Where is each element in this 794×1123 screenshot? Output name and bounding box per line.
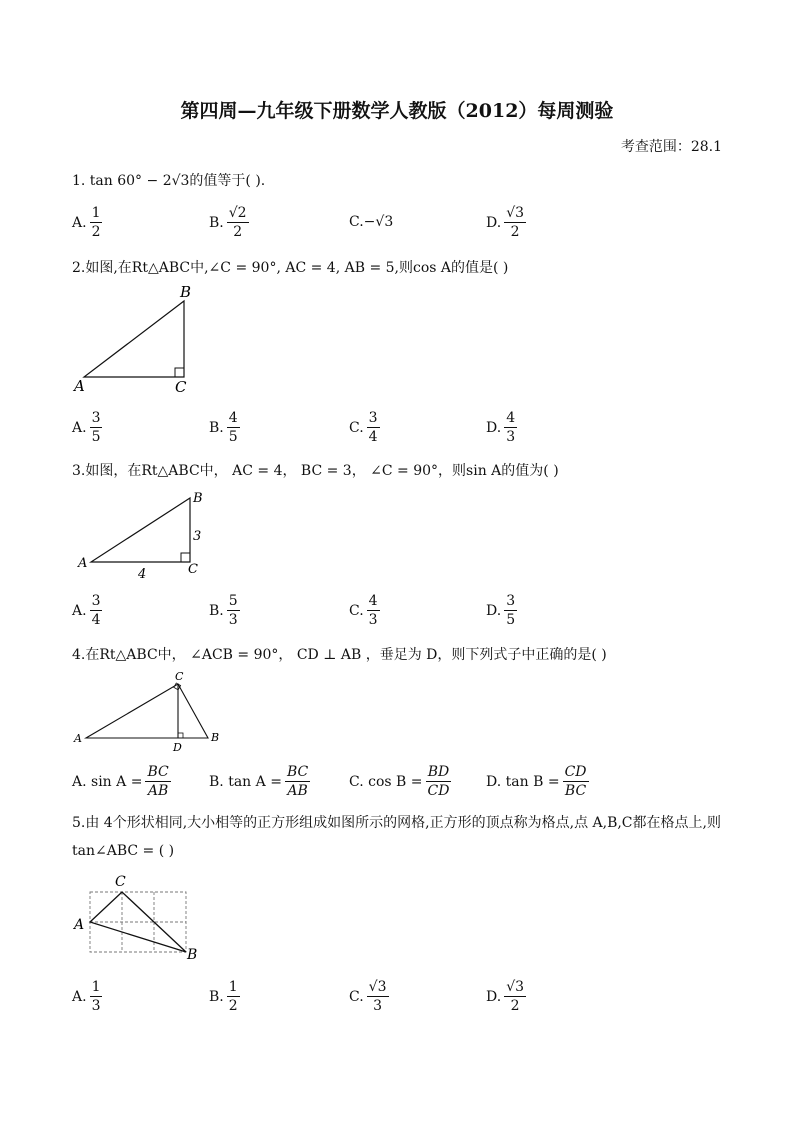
q4-label-a: A	[74, 732, 82, 745]
exam-scope: 考查范围：28.1	[620, 139, 722, 155]
q2-option-d[interactable]: D. $\frac{4}{3}$	[486, 410, 516, 445]
question-3-stem: 3.如图，在Rt△ABC中， AC = 4， BC = 3， ∠C = 90°，则sin A的值为( )	[72, 463, 559, 479]
q2-triangle-figure	[70, 283, 200, 398]
q4-option-a[interactable]: A. sin A = $\frac{BC}{AB}$	[72, 764, 169, 799]
q3-option-b[interactable]: B. $\frac{5}{3}$	[209, 593, 238, 628]
q5-option-d[interactable]: D. $\frac{√3}{2}$	[486, 979, 525, 1014]
q4-label-c: C	[175, 670, 184, 683]
q1-option-a[interactable]: A. $\frac{1}{2}$	[72, 205, 101, 240]
q3-label-b: B	[193, 491, 203, 506]
q4-triangle-figure	[70, 668, 230, 756]
page-title: 第四周—九年级下册数学人教版（2012）每周测验	[180, 100, 614, 122]
q3-label-c: C	[188, 562, 198, 577]
question-2-stem: 2.如图,在Rt△ABC中,∠C = 90°, AC = 4, AB = 5,则cos A的值是( )	[72, 260, 509, 276]
q3-option-c[interactable]: C. $\frac{4}{3}$	[349, 593, 378, 628]
q2-label-c: C	[175, 378, 187, 396]
q5-grid-figure	[70, 872, 210, 967]
q2-label-a: A	[74, 377, 85, 395]
q5-label-b: B	[187, 947, 198, 963]
q3-option-a[interactable]: A. $\frac{3}{4}$	[72, 593, 101, 628]
q5-option-b[interactable]: B. $\frac{1}{2}$	[209, 979, 238, 1014]
q3-side-ac-length: 4	[138, 567, 147, 582]
q2-right-angle-mark	[175, 368, 184, 377]
q3-label-a: A	[78, 556, 88, 571]
q2-label-b: B	[180, 283, 192, 301]
q2-option-c[interactable]: C. $\frac{3}{4}$	[349, 410, 378, 445]
q5-option-a[interactable]: A. $\frac{1}{3}$	[72, 979, 101, 1014]
q4-option-c[interactable]: C. cos B = $\frac{BD}{CD}$	[349, 764, 450, 799]
q3-option-d[interactable]: D. $\frac{3}{5}$	[486, 593, 516, 628]
q5-option-c[interactable]: C. $\frac{√3}{3}$	[349, 979, 387, 1014]
q4-option-b[interactable]: B. tan A = $\frac{BC}{AB}$	[209, 764, 309, 799]
q5-label-c: C	[115, 874, 126, 890]
question-5-stem: 5.由 4个形状相同,大小相等的正方形组成如图所示的网格,正方形的顶点称为格点,点 A,B,C都在格点上,则 tan∠ABC = ( )	[72, 815, 721, 859]
q3-triangle	[91, 498, 190, 562]
q5-grid	[90, 892, 186, 952]
q1-option-b[interactable]: B. $\frac{√2}{2}$	[209, 205, 247, 240]
q2-option-a[interactable]: A. $\frac{3}{5}$	[72, 410, 101, 445]
q3-right-angle-mark	[181, 553, 190, 562]
q1-option-d[interactable]: D. $\frac{√3}{2}$	[486, 205, 525, 240]
question-1-stem: 1. tan 60° − 2√3的值等于( ).	[72, 173, 266, 189]
q4-option-d[interactable]: D. tan B = $\frac{CD}{BC}$	[486, 764, 587, 799]
q2-option-b[interactable]: B. $\frac{4}{5}$	[209, 410, 238, 445]
q3-triangle-figure	[70, 486, 210, 586]
q4-label-d: D	[173, 741, 182, 754]
q1-option-c[interactable]: C. −√3	[349, 214, 394, 230]
q4-right-angle-mark-d	[178, 733, 183, 738]
q5-label-a: A	[74, 917, 85, 933]
q4-triangle	[86, 684, 208, 738]
q3-side-bc-length: 3	[193, 529, 202, 544]
q2-triangle	[84, 301, 184, 377]
question-4-stem: 4.在Rt△ABC中， ∠ACB = 90°， CD ⊥ AB ，垂足为 D，则下列式子中正确的是( )	[72, 647, 607, 663]
q4-label-b: B	[211, 731, 220, 744]
